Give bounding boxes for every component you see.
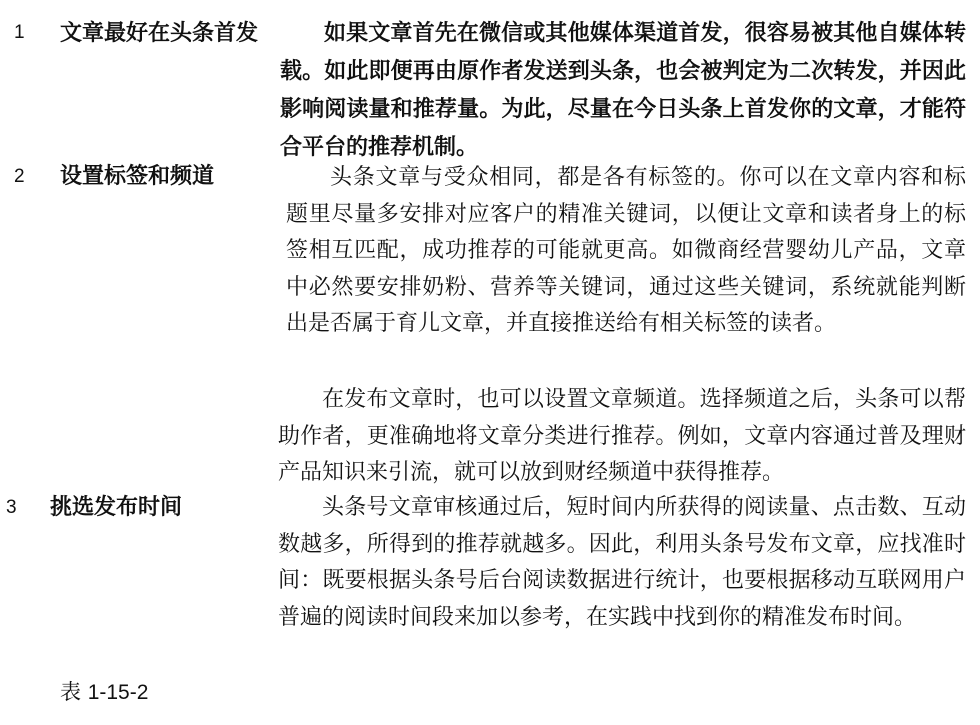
item-title: 设置标签和频道 [60, 164, 215, 189]
item-title: 挑选发布时间 [50, 495, 183, 520]
table-caption [60, 676, 148, 706]
item-paragraph: 如果文章首先在微信或其他媒体渠道首发，很容易被其他自媒体转载。如此即便再由原作者发送到头条，也会被判定为二次转发，并因此影响阅读量和推荐量。为此，尽量在今日头条上首发你的文章，才能符合平台的推荐机制。 [280, 21, 966, 160]
item-number: 1 [14, 22, 25, 43]
item-title: 文章最好在头条首发 [60, 21, 259, 46]
item-paragraph: 在发布文章时，也可以设置文章频道。选择频道之后，头条可以帮助作者，更准确地将文章分类进行推荐。例如，文章内容通过普及理财产品知识来引流，就可以放到财经频道中获得推荐。 [278, 387, 966, 485]
caption-prefix: 表 [60, 680, 81, 704]
item-paragraph: 头条号文章审核通过后，短时间内所获得的阅读量、点击数、互动数越多，所得到的推荐就越多。因此，利用头条号发布文章，应找准时间：既要根据头条号后台阅读数据进行统计，也要根据移动互联网用户普遍的阅读时间段来加以参考，在实践中找到你的精准发布时间。 [278, 495, 966, 630]
item-paragraph: 头条文章与受众相同，都是各有标签的。你可以在文章内容和标题里尽量多安排对应客户的精准关键词，以便让文章和读者身上的标签相互匹配，成功推荐的可能就更高。如微商经营婴幼儿产品，文章中必然要安排奶粉、营养等关键词，通过这些关键词，系统就能判断出是否属于育儿文章，并直接推送给有相关标签的读者。 [286, 165, 966, 336]
item-number: 2 [14, 166, 25, 187]
item-number: 3 [6, 497, 17, 518]
caption-number: 1-15-2 [87, 681, 149, 704]
